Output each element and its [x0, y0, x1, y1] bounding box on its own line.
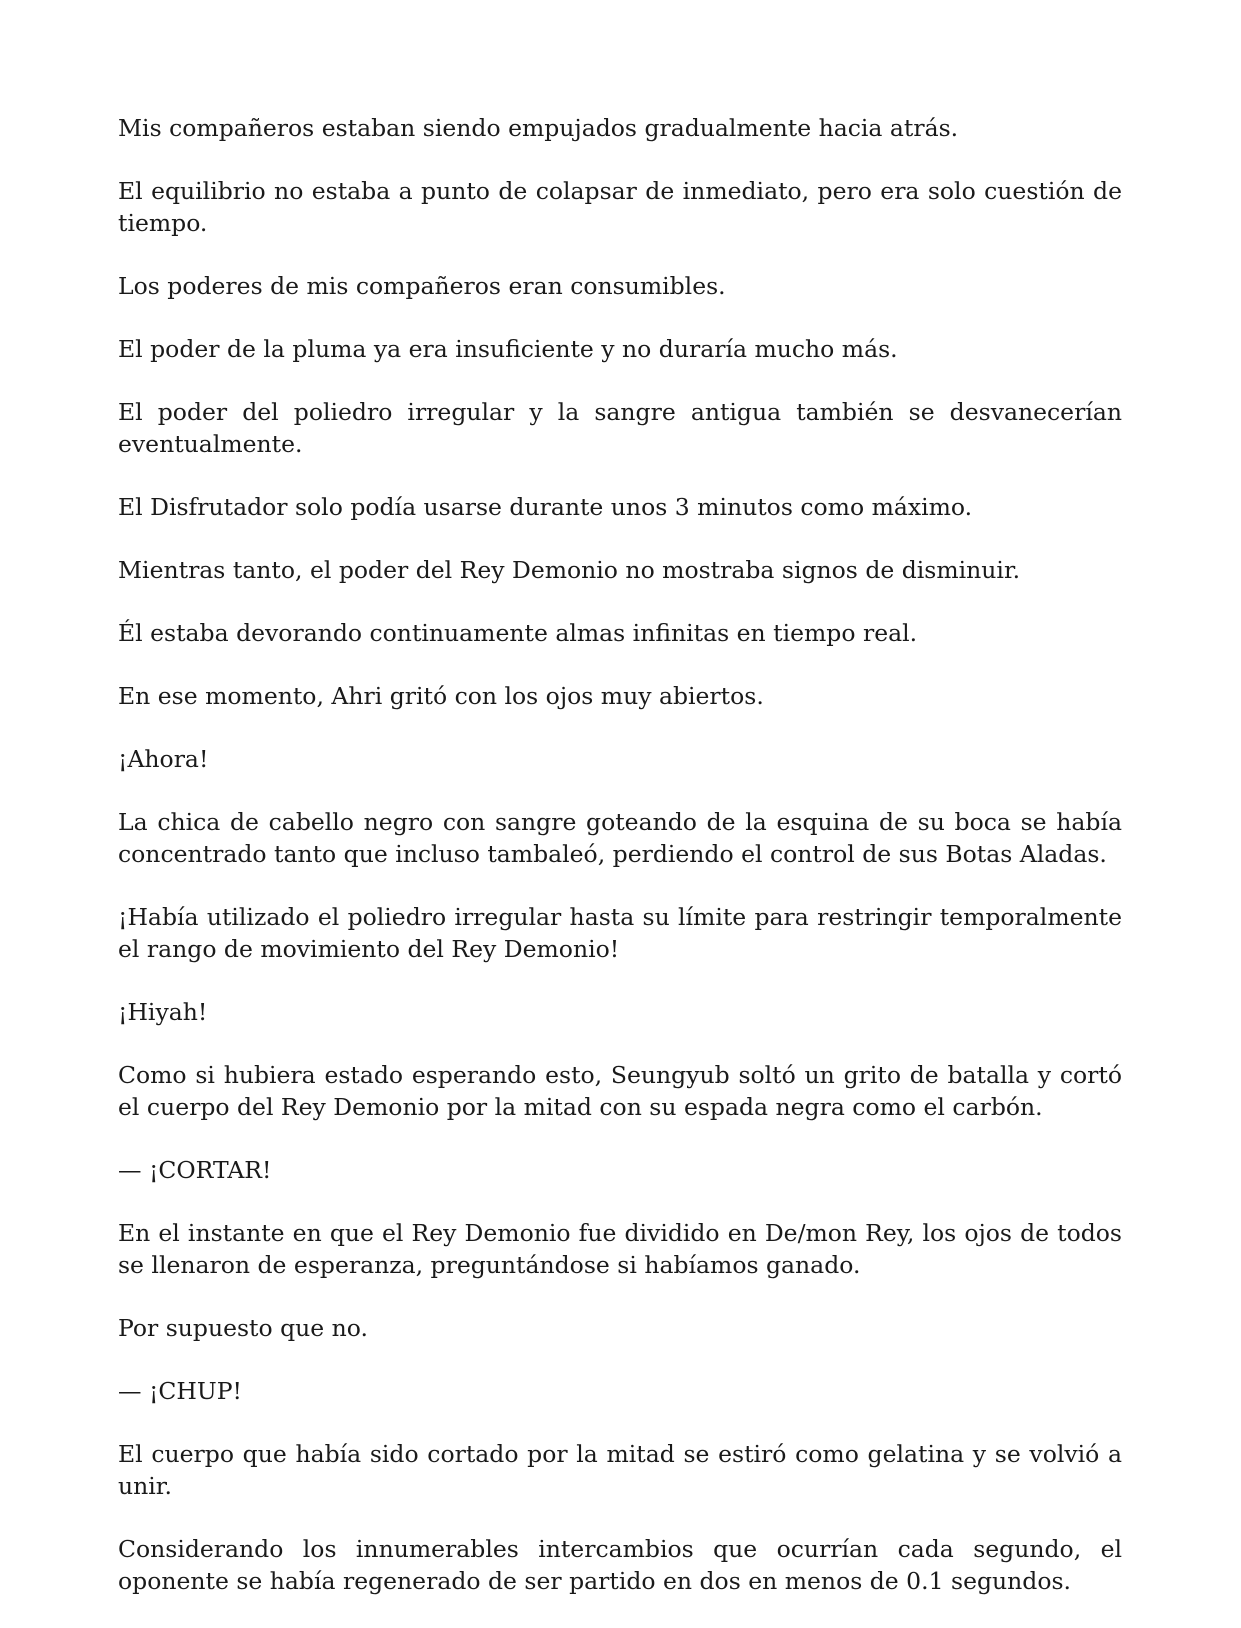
paragraph: ¡Ahora! [118, 745, 209, 773]
paragraph: Él estaba devorando continuamente almas infinitas en tiempo real. [118, 619, 918, 647]
document-body [118, 112, 1122, 1628]
paragraph: Considerando los innumerables intercambios que ocurrían cada segundo, el oponente se había regenerado de ser partido en dos en menos de 0.1 segundos. [118, 1535, 1122, 1595]
paragraph: En ese momento, Ahri gritó con los ojos muy abiertos. [118, 682, 764, 710]
paragraph: Como si hubiera estado esperando esto, Seungyub soltó un grito de batalla y cortó el cuerpo del Rey Demonio por la mitad con su espada negra como el carbón. [118, 1061, 1122, 1121]
paragraph: — ¡CORTAR! [118, 1156, 272, 1184]
paragraph: ¡Había utilizado el poliedro irregular hasta su límite para restringir temporalmente el rango de movimiento del Rey Demonio! [118, 903, 1122, 963]
paragraph: ¡Hiyah! [118, 998, 208, 1026]
paragraph: El equilibrio no estaba a punto de colapsar de inmediato, pero era solo cuestión de tiempo. [118, 177, 1122, 237]
paragraph: — ¡CHUP! [118, 1377, 242, 1405]
paragraph: El poder del poliedro irregular y la sangre antigua también se desvanecerían eventualmente. [118, 398, 1122, 458]
paragraph: Mientras tanto, el poder del Rey Demonio no mostraba signos de disminuir. [118, 556, 1021, 584]
paragraph: Los poderes de mis compañeros eran consumibles. [118, 272, 726, 300]
paragraph: Por supuesto que no. [118, 1314, 369, 1342]
paragraph: Mis compañeros estaban siendo empujados gradualmente hacia atrás. [118, 114, 959, 142]
paragraph: El Disfrutador solo podía usarse durante unos 3 minutos como máximo. [118, 493, 973, 521]
paragraph: La chica de cabello negro con sangre goteando de la esquina de su boca se había concentrado tanto que incluso tambaleó, perdiendo el control de sus Botas Aladas. [118, 808, 1122, 868]
paragraph: En el instante en que el Rey Demonio fue dividido en De/mon Rey, los ojos de todos se llenaron de esperanza, preguntándose si habíamos ganado. [118, 1219, 1122, 1279]
paragraph: El cuerpo que había sido cortado por la mitad se estiró como gelatina y se volvió a unir. [118, 1440, 1122, 1500]
paragraph: El poder de la pluma ya era insuficiente y no duraría mucho más. [118, 335, 898, 363]
